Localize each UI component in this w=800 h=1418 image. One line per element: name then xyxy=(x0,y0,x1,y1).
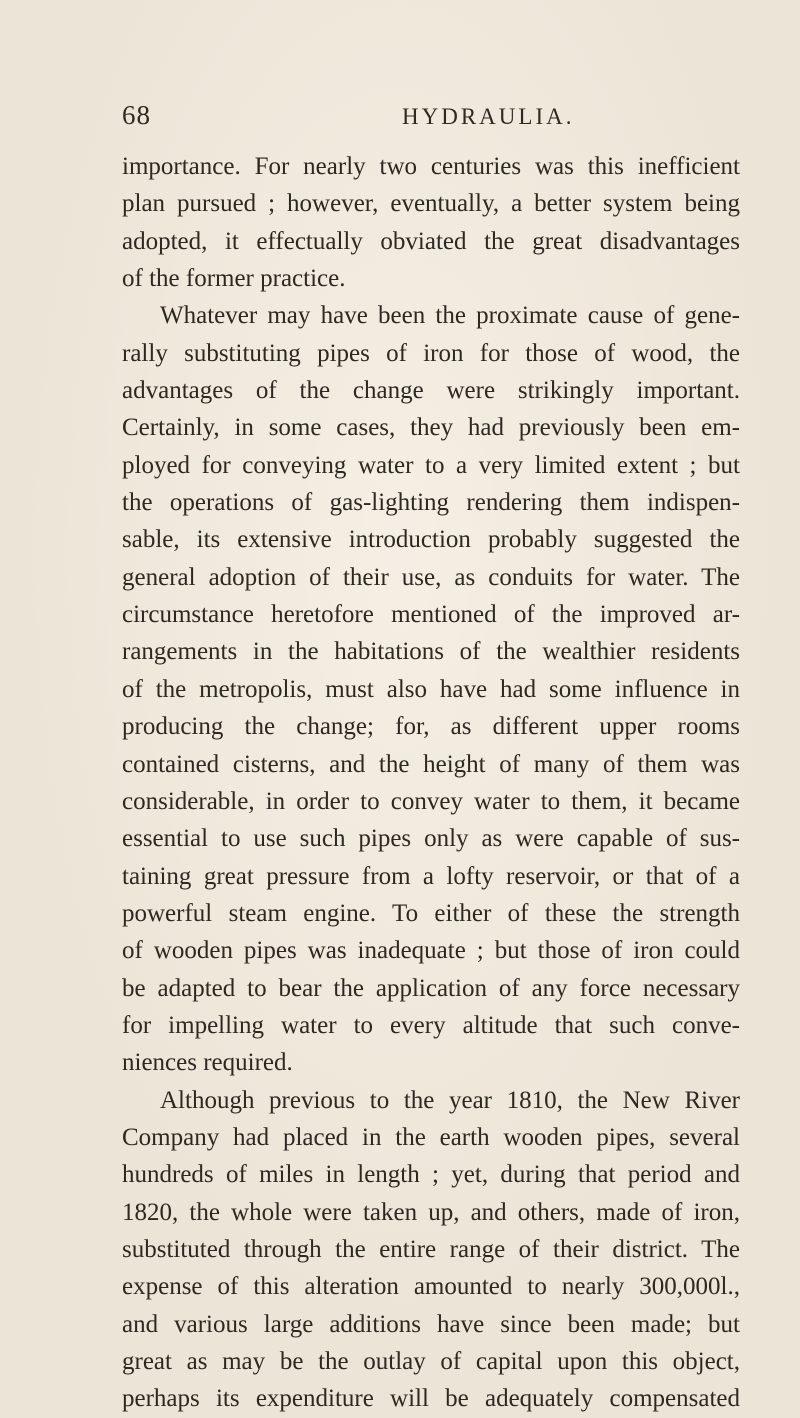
text-line: taining great pressure from a lofty reservoir, or that of a xyxy=(122,862,740,890)
text-line: rally substituting pipes of iron for those of wood, the xyxy=(122,339,740,367)
text-line: circumstance heretofore mentioned of the improved ar- xyxy=(122,601,740,629)
text-line: for impelling water to every altitude that such conve- xyxy=(122,1011,740,1039)
text-line: importance. For nearly two centuries was this inefficient xyxy=(122,153,740,180)
text-line: powerful steam engine. To either of these the strength xyxy=(122,899,740,927)
text-line: the operations of gas-lighting rendering them indispen- xyxy=(122,489,740,517)
text-line: be adapted to bear the application of any force necessary xyxy=(122,974,740,1002)
text-line: of the metropolis, must also have had some influence in xyxy=(122,675,740,703)
text-line: general adoption of their use, as conduits for water. The xyxy=(122,563,740,591)
running-head: HYDRAULIA. xyxy=(402,104,575,129)
page-header xyxy=(122,100,742,140)
text-line: perhaps its expenditure will be adequately compensated xyxy=(122,1385,740,1413)
page-number: 68 xyxy=(122,100,151,130)
body-text xyxy=(122,148,740,1418)
text-line: and various large additions have since been made; but xyxy=(122,1310,740,1338)
text-line: rangements in the habitations of the wealthier residents xyxy=(122,638,740,666)
text-line: Whatever may have been the proximate cause of gene- xyxy=(160,302,740,330)
text-line: producing the change; for, as different upper rooms xyxy=(122,713,740,741)
text-line: hundreds of miles in length ; yet, during that period and xyxy=(122,1161,740,1189)
text-line: ployed for conveying water to a very limited extent ; but xyxy=(122,451,740,479)
text-line: 1820, the whole were taken up, and others, made of iron, xyxy=(122,1198,740,1226)
text-line: advantages of the change were strikingly important. xyxy=(122,377,740,405)
text-line: Although previous to the year 1810, the New River xyxy=(160,1086,740,1114)
text-line: substituted through the entire range of their district. The xyxy=(122,1235,740,1263)
text-line: Company had placed in the earth wooden pipes, several xyxy=(122,1123,740,1151)
text-line: expense of this alteration amounted to nearly 300,000l., xyxy=(122,1273,740,1301)
text-line: of the former practice. xyxy=(122,265,346,293)
text-line: contained cisterns, and the height of many of them was xyxy=(122,750,740,778)
text-line: essential to use such pipes only as were capable of sus- xyxy=(122,825,740,853)
text-line: Certainly, in some cases, they had previously been em- xyxy=(122,414,740,442)
text-line: adopted, it effectually obviated the great disadvantages xyxy=(122,227,740,255)
text-line: considerable, in order to convey water to them, it became xyxy=(122,787,740,815)
text-line: plan pursued ; however, eventually, a better system being xyxy=(122,190,740,218)
text-line: of wooden pipes was inadequate ; but those of iron could xyxy=(122,937,740,965)
text-line: niences required. xyxy=(122,1049,293,1077)
text-line: great as may be the outlay of capital upon this object, xyxy=(122,1348,740,1375)
text-line: sable, its extensive introduction probably suggested the xyxy=(122,526,740,554)
